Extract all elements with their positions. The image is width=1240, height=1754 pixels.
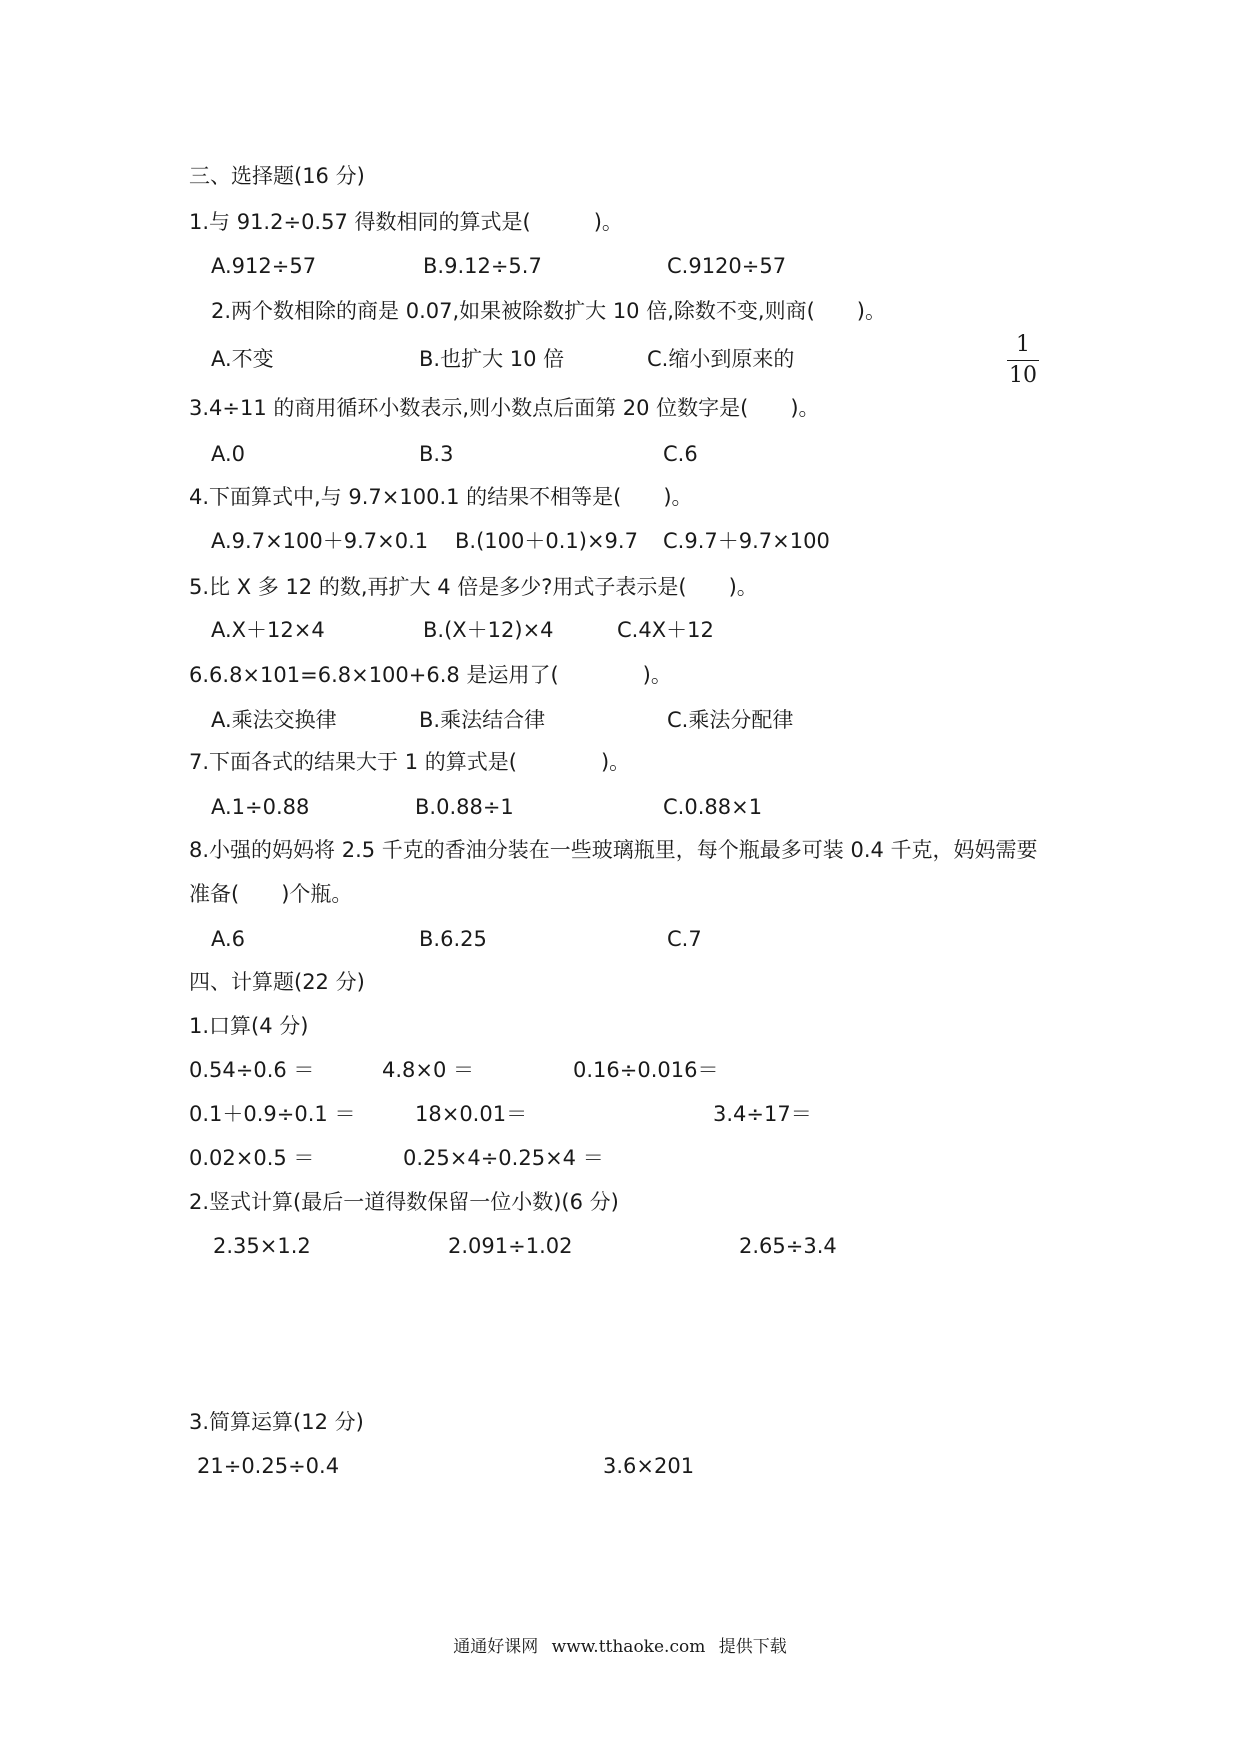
- question-4-option-b: B.(100＋0.1)×9.7: [455, 529, 638, 553]
- section-4-heading: 四、计算题(22 分): [189, 970, 365, 994]
- question-7-stem: 7.下面各式的结果大于 1 的算式是( )。: [189, 750, 631, 774]
- question-2-stem: 2.两个数相除的商是 0.07,如果被除数扩大 10 倍,除数不变,则商( )。: [211, 299, 886, 323]
- question-6-stem: 6.6.8×101=6.8×100+6.8 是运用了( )。: [189, 663, 672, 687]
- simplify-calc-item-2: 3.6×201: [603, 1454, 695, 1478]
- oral-calc-r1-c2: 4.8×0 ＝: [382, 1058, 475, 1082]
- question-8-option-b: B.6.25: [419, 927, 487, 951]
- question-6-option-c: C.乘法分配律: [667, 708, 794, 732]
- oral-calc-r2-c2: 18×0.01＝: [415, 1102, 528, 1126]
- question-2-option-c: C.缩小到原来的: [647, 347, 795, 371]
- oral-calc-r3-c1: 0.02×0.5 ＝: [189, 1146, 315, 1170]
- footer-url: www.tthaoke.com: [551, 1637, 706, 1657]
- question-4-option-a: A.9.7×100＋9.7×0.1: [211, 529, 429, 553]
- question-5-stem: 5.比 X 多 12 的数,再扩大 4 倍是多少?用式子表示是( )。: [189, 575, 758, 599]
- question-2-option-a: A.不变: [211, 347, 274, 371]
- fraction-one-tenth: [1003, 332, 1043, 389]
- question-1-option-c: C.9120÷57: [667, 254, 787, 278]
- page-footer: [0, 1632, 1240, 1657]
- oral-calc-title: 1.口算(4 分): [189, 1014, 309, 1038]
- oral-calc-r2-c1: 0.1＋0.9÷0.1 ＝: [189, 1102, 356, 1126]
- vertical-calc-item-3: 2.65÷3.4: [739, 1234, 837, 1258]
- question-8-stem-line-2: 准备( )个瓶。: [189, 882, 353, 906]
- vertical-calc-title: 2.竖式计算(最后一道得数保留一位小数)(6 分): [189, 1190, 619, 1214]
- question-5-option-c: C.4X＋12: [617, 618, 714, 642]
- vertical-calc-item-2: 2.091÷1.02: [448, 1234, 573, 1258]
- fraction-bar: [1007, 360, 1039, 361]
- section-3-heading: 三、选择题(16 分): [189, 164, 365, 188]
- question-2-option-b: B.也扩大 10 倍: [419, 347, 565, 371]
- simplify-calc-title: 3.简算运算(12 分): [189, 1410, 364, 1434]
- question-4-option-c: C.9.7＋9.7×100: [663, 529, 830, 553]
- oral-calc-r1-c1: 0.54÷0.6 ＝: [189, 1058, 315, 1082]
- oral-calc-r1-c3: 0.16÷0.016＝: [573, 1058, 719, 1082]
- fraction-numerator: 1: [1016, 332, 1030, 357]
- question-8-option-c: C.7: [667, 927, 702, 951]
- question-6-option-b: B.乘法结合律: [419, 708, 546, 732]
- question-3-option-c: C.6: [663, 442, 698, 466]
- simplify-calc-item-1: 21÷0.25÷0.4: [197, 1454, 340, 1478]
- question-7-option-a: A.1÷0.88: [211, 795, 310, 819]
- question-6-option-a: A.乘法交换律: [211, 708, 337, 732]
- vertical-calc-item-1: 2.35×1.2: [213, 1234, 311, 1258]
- footer-site-name: 通通好课网: [453, 1637, 539, 1657]
- question-7-option-c: C.0.88×1: [663, 795, 763, 819]
- oral-calc-r3-c2: 0.25×4÷0.25×4 ＝: [403, 1146, 604, 1170]
- question-1-stem: 1.与 91.2÷0.57 得数相同的算式是( )。: [189, 210, 623, 234]
- question-1-option-a: A.912÷57: [211, 254, 317, 278]
- fraction-denominator: 10: [1009, 363, 1037, 388]
- question-3-option-b: B.3: [419, 442, 454, 466]
- oral-calc-r2-c3: 3.4÷17＝: [713, 1102, 812, 1126]
- question-1-option-b: B.9.12÷5.7: [423, 254, 542, 278]
- question-8-stem-line-1: 8.小强的妈妈将 2.5 千克的香油分装在一些玻璃瓶里，每个瓶最多可装 0.4 千克，妈妈需要: [189, 838, 1038, 862]
- question-7-option-b: B.0.88÷1: [415, 795, 514, 819]
- question-4-stem: 4.下面算式中,与 9.7×100.1 的结果不相等是( )。: [189, 485, 693, 509]
- question-3-option-a: A.0: [211, 442, 246, 466]
- question-3-stem: 3.4÷11 的商用循环小数表示,则小数点后面第 20 位数字是( )。: [189, 396, 820, 420]
- question-8-option-a: A.6: [211, 927, 246, 951]
- footer-suffix: 提供下载: [718, 1637, 787, 1657]
- question-5-option-b: B.(X＋12)×4: [423, 618, 554, 642]
- question-5-option-a: A.X＋12×4: [211, 618, 325, 642]
